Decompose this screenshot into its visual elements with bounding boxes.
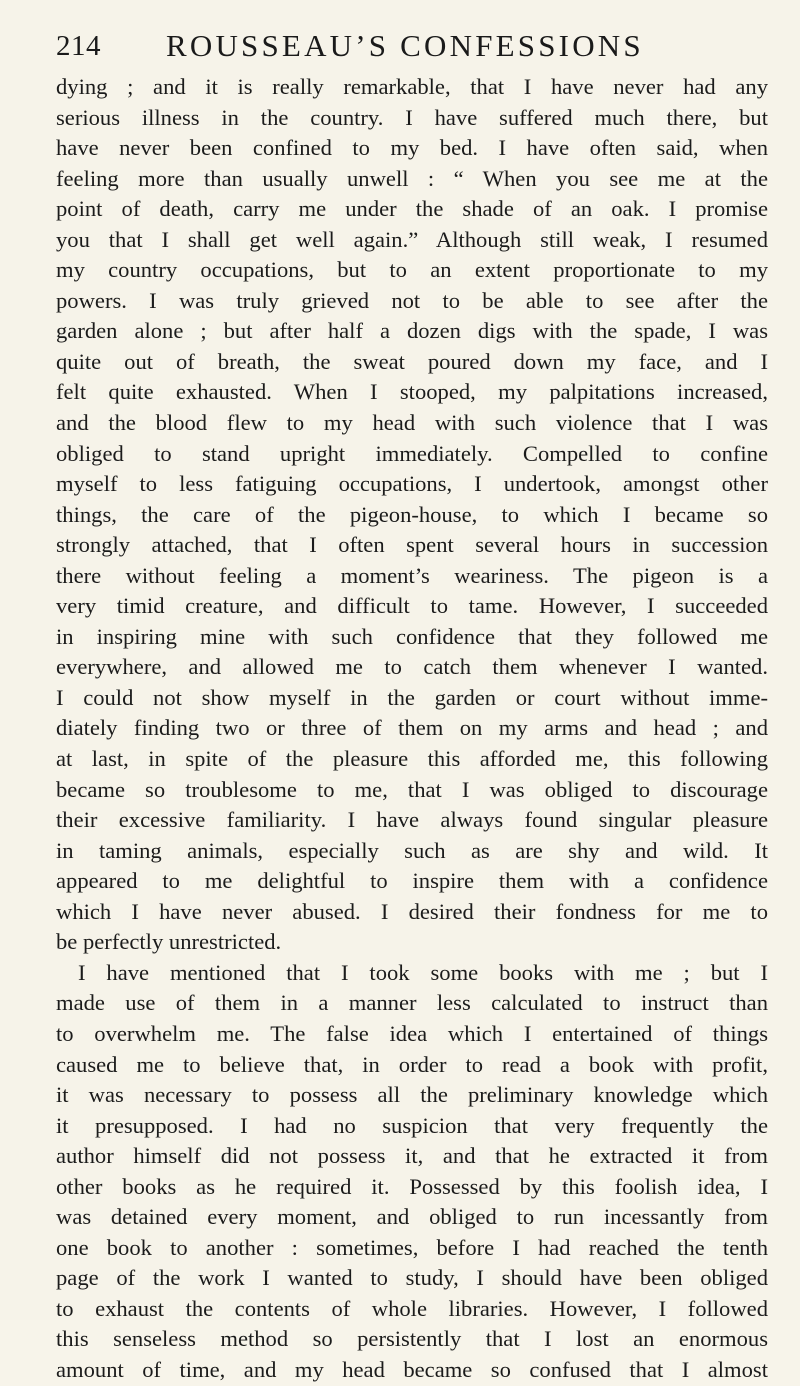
text-line: page of the work I wanted to study, I should have been obliged xyxy=(56,1265,768,1291)
text-line: there without feeling a moment’s weariness. The pigeon is a xyxy=(56,562,768,588)
text-line: one book to another : sometimes, before I had reached the tenth xyxy=(56,1234,768,1260)
text-line: have never been confined to my bed. I have often said, when xyxy=(56,135,768,161)
text-line: became so troublesome to me, that I was obliged to discourage xyxy=(56,776,768,802)
text-line: diately finding two or three of them on my arms and head ; and xyxy=(56,715,768,741)
page-number: 214 xyxy=(56,30,101,62)
text-line: was detained every moment, and obliged to run incessantly from xyxy=(56,1204,768,1230)
body-text xyxy=(56,72,768,1386)
text-line: garden alone ; but after half a dozen digs with the spade, I was xyxy=(56,318,768,344)
text-line: amount of time, and my head became so confused that I almost xyxy=(56,1356,768,1382)
text-line: it presupposed. I had no suspicion that very frequently the xyxy=(56,1112,768,1138)
text-line: this senseless method so persistently that I lost an enormous xyxy=(56,1326,768,1352)
text-line: I could not show myself in the garden or court without imme- xyxy=(56,684,768,710)
text-line: other books as he required it. Possessed by this foolish idea, I xyxy=(56,1173,768,1199)
text-line: which I have never abused. I desired their fondness for me to xyxy=(56,898,768,924)
running-head: ROUSSEAU’S CONFESSIONS xyxy=(166,28,644,63)
text-line: my country occupations, but to an extent proportionate to my xyxy=(56,257,768,283)
text-line: very timid creature, and difficult to tame. However, I succeeded xyxy=(56,593,768,619)
text-line: in inspiring mine with such confidence that they followed me xyxy=(56,623,768,649)
text-line: point of death, carry me under the shade of an oak. I promise xyxy=(56,196,768,222)
text-line: myself to less fatiguing occupations, I undertook, amongst other xyxy=(56,471,768,497)
text-line: things, the care of the pigeon-house, to which I became so xyxy=(56,501,768,527)
text-line: their excessive familiarity. I have always found singular pleasure xyxy=(56,807,768,833)
text-line: obliged to stand upright immediately. Compelled to confine xyxy=(56,440,768,466)
text-line: felt quite exhausted. When I stooped, my palpitations increased, xyxy=(56,379,768,405)
text-line: appeared to me delightful to inspire them with a confidence xyxy=(56,868,768,894)
text-line: dying ; and it is really remarkable, that I have never had any xyxy=(56,74,768,99)
text-line: feeling more than usually unwell : “ When you see me at the xyxy=(56,165,768,191)
text-line: you that I shall get well again.” Although still weak, I resumed xyxy=(56,226,768,252)
text-line: to exhaust the contents of whole libraries. However, I followed xyxy=(56,1295,768,1321)
text-line: to overwhelm me. The false idea which I entertained of things xyxy=(56,1020,768,1046)
text-line: strongly attached, that I often spent several hours in succession xyxy=(56,532,768,558)
text-line: in taming animals, especially such as are shy and wild. It xyxy=(56,837,768,863)
text-line: it was necessary to possess all the preliminary knowledge which xyxy=(56,1082,768,1108)
page-header xyxy=(56,28,774,68)
text-line: made use of them in a manner less calculated to instruct than xyxy=(56,990,768,1016)
paragraph-end-line: be perfectly unrestricted. xyxy=(56,929,282,955)
text-line: caused me to believe that, in order to read a book with profit, xyxy=(56,1051,768,1077)
paragraph-start-line: I have mentioned that I took some books with me ; but I xyxy=(78,959,768,985)
text-line: and the blood flew to my head with such violence that I was xyxy=(56,410,768,436)
text-line: serious illness in the country. I have suffered much there, but xyxy=(56,104,768,130)
text-line: everywhere, and allowed me to catch them whenever I wanted. xyxy=(56,654,768,680)
text-line: author himself did not possess it, and that he extracted it from xyxy=(56,1143,768,1169)
text-line: at last, in spite of the pleasure this afforded me, this following xyxy=(56,746,768,772)
text-line: quite out of breath, the sweat poured down my face, and I xyxy=(56,348,768,374)
text-line: powers. I was truly grieved not to be able to see after the xyxy=(56,287,768,313)
